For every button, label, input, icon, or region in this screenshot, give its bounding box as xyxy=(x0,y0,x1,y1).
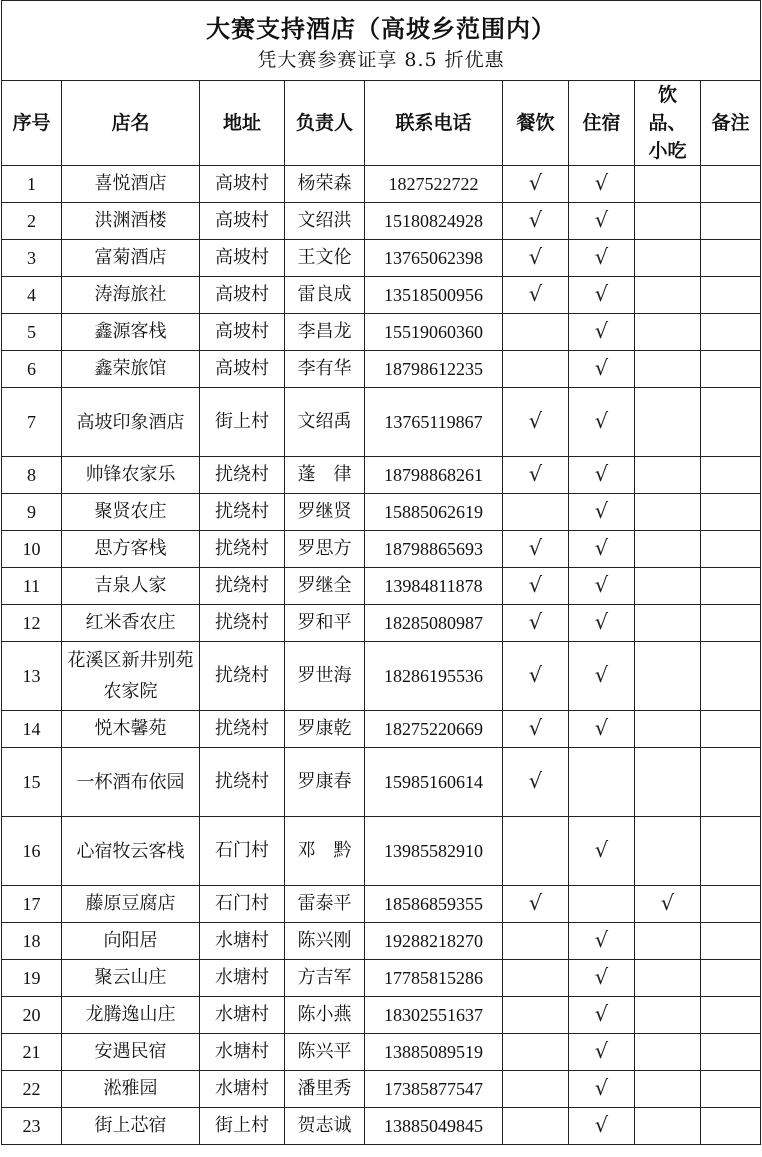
cell-dining xyxy=(503,960,569,997)
cell-dining xyxy=(503,748,569,817)
cell-dining xyxy=(503,166,569,203)
cell-lodging xyxy=(569,568,635,605)
cell-phone: 18275220669 xyxy=(365,711,503,748)
cell-phone: 13765119867 xyxy=(365,388,503,457)
cell-dining xyxy=(503,457,569,494)
cell-phone: 17385877547 xyxy=(365,1071,503,1108)
check-mark-icon: √ xyxy=(528,536,543,560)
cell-name: 思方客栈 xyxy=(62,531,200,568)
cell-name: 吉泉人家 xyxy=(62,568,200,605)
cell-name: 帅锋农家乐 xyxy=(62,457,200,494)
cell-phone: 18798868261 xyxy=(365,457,503,494)
cell-snacks xyxy=(635,923,701,960)
check-mark-icon: √ xyxy=(594,663,609,687)
cell-name: 花溪区新井别苑农家院 xyxy=(62,642,200,711)
cell-lodging xyxy=(569,457,635,494)
cell-lodging xyxy=(569,277,635,314)
cell-notes xyxy=(701,817,761,886)
header-notes: 备注 xyxy=(701,81,761,166)
cell-phone: 15180824928 xyxy=(365,203,503,240)
cell-dining xyxy=(503,203,569,240)
check-mark-icon: √ xyxy=(594,171,609,195)
table-row xyxy=(2,1108,761,1145)
check-mark-icon: √ xyxy=(594,1076,609,1100)
cell-lodging xyxy=(569,886,635,923)
cell-lodging xyxy=(569,166,635,203)
cell-lodging xyxy=(569,923,635,960)
cell-name: 龙腾逸山庄 xyxy=(62,997,200,1034)
cell-snacks xyxy=(635,960,701,997)
cell-snacks xyxy=(635,711,701,748)
cell-phone: 13985582910 xyxy=(365,817,503,886)
cell-index: 14 xyxy=(2,711,62,748)
cell-index: 8 xyxy=(2,457,62,494)
table-row xyxy=(2,240,761,277)
cell-snacks xyxy=(635,997,701,1034)
check-mark-icon: √ xyxy=(528,891,543,915)
cell-owner: 陈小燕 xyxy=(285,997,365,1034)
cell-name: 藤原豆腐店 xyxy=(62,886,200,923)
check-mark-icon: √ xyxy=(594,282,609,306)
cell-name: 鑫源客栈 xyxy=(62,314,200,351)
page-subtitle: 凭大赛参赛证享 8.5 折优惠 xyxy=(257,48,505,71)
table-row xyxy=(2,605,761,642)
check-mark-icon: √ xyxy=(594,208,609,232)
cell-address: 水塘村 xyxy=(200,1071,285,1108)
cell-dining xyxy=(503,711,569,748)
table-row xyxy=(2,568,761,605)
cell-phone: 18285080987 xyxy=(365,605,503,642)
cell-owner: 杨荣森 xyxy=(285,166,365,203)
check-mark-icon: √ xyxy=(594,536,609,560)
table-row xyxy=(2,711,761,748)
table-row xyxy=(2,960,761,997)
cell-notes xyxy=(701,457,761,494)
cell-address: 扰绕村 xyxy=(200,531,285,568)
header-snacks: 饮品、小吃 xyxy=(635,81,701,166)
cell-dining xyxy=(503,642,569,711)
cell-index: 4 xyxy=(2,277,62,314)
cell-address: 扰绕村 xyxy=(200,457,285,494)
cell-index: 18 xyxy=(2,923,62,960)
cell-phone: 15519060360 xyxy=(365,314,503,351)
table-row xyxy=(2,388,761,457)
table-row xyxy=(2,203,761,240)
header-address: 地址 xyxy=(200,81,285,166)
cell-snacks xyxy=(635,1108,701,1145)
cell-phone: 18302551637 xyxy=(365,997,503,1034)
header-name: 店名 xyxy=(62,81,200,166)
check-mark-icon: √ xyxy=(594,1002,609,1026)
header-row xyxy=(2,81,761,166)
cell-name: 一杯酒布依园 xyxy=(62,748,200,817)
check-mark-icon: √ xyxy=(594,319,609,343)
cell-name: 高坡印象酒店 xyxy=(62,388,200,457)
cell-snacks xyxy=(635,748,701,817)
cell-notes xyxy=(701,748,761,817)
cell-name: 淞雅园 xyxy=(62,1071,200,1108)
cell-lodging xyxy=(569,1071,635,1108)
cell-owner: 贺志诚 xyxy=(285,1108,365,1145)
cell-notes xyxy=(701,314,761,351)
cell-notes xyxy=(701,351,761,388)
cell-phone: 13984811878 xyxy=(365,568,503,605)
cell-phone: 18798612235 xyxy=(365,351,503,388)
cell-notes xyxy=(701,494,761,531)
cell-owner: 罗继贤 xyxy=(285,494,365,531)
page-title: 大赛支持酒店（高坡乡范围内） xyxy=(206,13,556,43)
cell-name: 聚贤农庄 xyxy=(62,494,200,531)
cell-lodging xyxy=(569,531,635,568)
table-row xyxy=(2,494,761,531)
cell-index: 13 xyxy=(2,642,62,711)
cell-address: 高坡村 xyxy=(200,166,285,203)
cell-snacks xyxy=(635,351,701,388)
cell-owner: 方吉军 xyxy=(285,960,365,997)
cell-notes xyxy=(701,605,761,642)
cell-name: 聚云山庄 xyxy=(62,960,200,997)
cell-index: 9 xyxy=(2,494,62,531)
cell-address: 高坡村 xyxy=(200,351,285,388)
cell-name: 富菊酒店 xyxy=(62,240,200,277)
cell-dining xyxy=(503,997,569,1034)
cell-lodging xyxy=(569,817,635,886)
table-row xyxy=(2,351,761,388)
cell-snacks xyxy=(635,203,701,240)
cell-notes xyxy=(701,711,761,748)
cell-owner: 罗和平 xyxy=(285,605,365,642)
cell-notes xyxy=(701,1071,761,1108)
check-mark-icon: √ xyxy=(594,356,609,380)
cell-address: 扰绕村 xyxy=(200,748,285,817)
table-body xyxy=(2,166,761,1145)
check-mark-icon: √ xyxy=(528,462,543,486)
cell-owner: 罗康春 xyxy=(285,748,365,817)
cell-dining xyxy=(503,817,569,886)
cell-index: 5 xyxy=(2,314,62,351)
cell-address: 扰绕村 xyxy=(200,494,285,531)
check-mark-icon: √ xyxy=(594,965,609,989)
cell-name: 向阳居 xyxy=(62,923,200,960)
cell-name: 安遇民宿 xyxy=(62,1034,200,1071)
check-mark-icon: √ xyxy=(660,891,675,915)
cell-lodging xyxy=(569,203,635,240)
cell-index: 3 xyxy=(2,240,62,277)
cell-owner: 陈兴刚 xyxy=(285,923,365,960)
cell-owner: 雷泰平 xyxy=(285,886,365,923)
cell-address: 石门村 xyxy=(200,817,285,886)
cell-owner: 潘里秀 xyxy=(285,1071,365,1108)
check-mark-icon: √ xyxy=(594,409,609,433)
table-row xyxy=(2,997,761,1034)
cell-notes xyxy=(701,923,761,960)
cell-address: 水塘村 xyxy=(200,997,285,1034)
cell-lodging xyxy=(569,1108,635,1145)
cell-snacks xyxy=(635,314,701,351)
table-row xyxy=(2,531,761,568)
cell-phone: 13885089519 xyxy=(365,1034,503,1071)
cell-index: 22 xyxy=(2,1071,62,1108)
cell-owner: 文绍洪 xyxy=(285,203,365,240)
cell-lodging xyxy=(569,642,635,711)
check-mark-icon: √ xyxy=(528,573,543,597)
cell-notes xyxy=(701,1108,761,1145)
table-row xyxy=(2,748,761,817)
cell-address: 扰绕村 xyxy=(200,568,285,605)
cell-dining xyxy=(503,277,569,314)
cell-snacks xyxy=(635,494,701,531)
table-row xyxy=(2,457,761,494)
cell-address: 高坡村 xyxy=(200,314,285,351)
header-lodging: 住宿 xyxy=(569,81,635,166)
cell-index: 12 xyxy=(2,605,62,642)
cell-dining xyxy=(503,1034,569,1071)
cell-name: 涛海旅社 xyxy=(62,277,200,314)
cell-phone: 15985160614 xyxy=(365,748,503,817)
cell-lodging xyxy=(569,351,635,388)
cell-index: 2 xyxy=(2,203,62,240)
cell-index: 23 xyxy=(2,1108,62,1145)
table-row xyxy=(2,166,761,203)
cell-lodging xyxy=(569,748,635,817)
cell-address: 高坡村 xyxy=(200,203,285,240)
cell-owner: 邓 黔 xyxy=(285,817,365,886)
cell-dining xyxy=(503,1108,569,1145)
check-mark-icon: √ xyxy=(594,928,609,952)
cell-index: 11 xyxy=(2,568,62,605)
cell-phone: 19288218270 xyxy=(365,923,503,960)
cell-owner: 陈兴平 xyxy=(285,1034,365,1071)
cell-dining xyxy=(503,388,569,457)
cell-index: 7 xyxy=(2,388,62,457)
cell-phone: 15885062619 xyxy=(365,494,503,531)
cell-snacks xyxy=(635,817,701,886)
cell-dining xyxy=(503,494,569,531)
cell-address: 石门村 xyxy=(200,886,285,923)
cell-notes xyxy=(701,203,761,240)
cell-owner: 文绍禹 xyxy=(285,388,365,457)
cell-dining xyxy=(503,1071,569,1108)
check-mark-icon: √ xyxy=(594,1113,609,1137)
cell-name: 悦木馨苑 xyxy=(62,711,200,748)
cell-lodging xyxy=(569,240,635,277)
cell-lodging xyxy=(569,997,635,1034)
cell-name: 喜悦酒店 xyxy=(62,166,200,203)
cell-index: 1 xyxy=(2,166,62,203)
cell-notes xyxy=(701,960,761,997)
cell-phone: 18586859355 xyxy=(365,886,503,923)
cell-index: 19 xyxy=(2,960,62,997)
cell-index: 15 xyxy=(2,748,62,817)
cell-owner: 李昌龙 xyxy=(285,314,365,351)
cell-lodging xyxy=(569,711,635,748)
cell-owner: 王文伦 xyxy=(285,240,365,277)
cell-dining xyxy=(503,314,569,351)
cell-snacks xyxy=(635,1071,701,1108)
check-mark-icon: √ xyxy=(594,838,609,862)
cell-index: 16 xyxy=(2,817,62,886)
cell-address: 扰绕村 xyxy=(200,711,285,748)
check-mark-icon: √ xyxy=(594,462,609,486)
table-row xyxy=(2,277,761,314)
header-index: 序号 xyxy=(2,81,62,166)
hotel-table xyxy=(1,0,761,1145)
cell-notes xyxy=(701,1034,761,1071)
cell-owner: 罗思方 xyxy=(285,531,365,568)
cell-notes xyxy=(701,886,761,923)
cell-notes xyxy=(701,642,761,711)
cell-lodging xyxy=(569,388,635,457)
cell-snacks xyxy=(635,388,701,457)
cell-name: 鑫荣旅馆 xyxy=(62,351,200,388)
cell-snacks xyxy=(635,1034,701,1071)
cell-lodging xyxy=(569,494,635,531)
cell-snacks xyxy=(635,642,701,711)
cell-owner: 蓬 律 xyxy=(285,457,365,494)
cell-dining xyxy=(503,531,569,568)
check-mark-icon: √ xyxy=(594,573,609,597)
cell-snacks xyxy=(635,605,701,642)
cell-name: 洪渊酒楼 xyxy=(62,203,200,240)
cell-index: 20 xyxy=(2,997,62,1034)
check-mark-icon: √ xyxy=(528,716,543,740)
check-mark-icon: √ xyxy=(528,409,543,433)
cell-index: 10 xyxy=(2,531,62,568)
cell-index: 6 xyxy=(2,351,62,388)
cell-address: 水塘村 xyxy=(200,923,285,960)
cell-index: 21 xyxy=(2,1034,62,1071)
cell-lodging xyxy=(569,1034,635,1071)
cell-owner: 罗康乾 xyxy=(285,711,365,748)
table-title-cell xyxy=(2,1,761,81)
cell-owner: 罗世海 xyxy=(285,642,365,711)
cell-notes xyxy=(701,531,761,568)
cell-dining xyxy=(503,923,569,960)
cell-name: 心宿牧云客栈 xyxy=(62,817,200,886)
check-mark-icon: √ xyxy=(594,499,609,523)
cell-name: 街上芯宿 xyxy=(62,1108,200,1145)
check-mark-icon: √ xyxy=(594,245,609,269)
cell-phone: 13518500956 xyxy=(365,277,503,314)
cell-dining xyxy=(503,351,569,388)
cell-address: 高坡村 xyxy=(200,240,285,277)
check-mark-icon: √ xyxy=(528,245,543,269)
cell-address: 扰绕村 xyxy=(200,605,285,642)
cell-notes xyxy=(701,568,761,605)
cell-notes xyxy=(701,388,761,457)
cell-snacks xyxy=(635,886,701,923)
cell-phone: 13765062398 xyxy=(365,240,503,277)
check-mark-icon: √ xyxy=(528,171,543,195)
cell-address: 扰绕村 xyxy=(200,642,285,711)
cell-lodging xyxy=(569,605,635,642)
table-row xyxy=(2,923,761,960)
cell-notes xyxy=(701,240,761,277)
cell-snacks xyxy=(635,277,701,314)
table-row xyxy=(2,817,761,886)
header-phone: 联系电话 xyxy=(365,81,503,166)
table-row xyxy=(2,314,761,351)
cell-address: 水塘村 xyxy=(200,1034,285,1071)
cell-phone: 18798865693 xyxy=(365,531,503,568)
table-row xyxy=(2,1034,761,1071)
cell-phone: 13885049845 xyxy=(365,1108,503,1145)
cell-dining xyxy=(503,568,569,605)
table-row xyxy=(2,886,761,923)
cell-address: 街上村 xyxy=(200,388,285,457)
check-mark-icon: √ xyxy=(528,282,543,306)
cell-notes xyxy=(701,166,761,203)
header-dining: 餐饮 xyxy=(503,81,569,166)
cell-snacks xyxy=(635,531,701,568)
header-owner: 负责人 xyxy=(285,81,365,166)
cell-snacks xyxy=(635,457,701,494)
cell-dining xyxy=(503,240,569,277)
check-mark-icon: √ xyxy=(594,1039,609,1063)
table-row xyxy=(2,642,761,711)
cell-owner: 李有华 xyxy=(285,351,365,388)
check-mark-icon: √ xyxy=(594,716,609,740)
cell-address: 街上村 xyxy=(200,1108,285,1145)
cell-phone: 18286195536 xyxy=(365,642,503,711)
cell-address: 高坡村 xyxy=(200,277,285,314)
cell-owner: 雷良成 xyxy=(285,277,365,314)
cell-dining xyxy=(503,605,569,642)
cell-snacks xyxy=(635,568,701,605)
cell-snacks xyxy=(635,240,701,277)
check-mark-icon: √ xyxy=(528,663,543,687)
cell-dining xyxy=(503,886,569,923)
cell-phone: 17785815286 xyxy=(365,960,503,997)
cell-index: 17 xyxy=(2,886,62,923)
check-mark-icon: √ xyxy=(528,208,543,232)
check-mark-icon: √ xyxy=(528,610,543,634)
hotel-list-sheet xyxy=(1,0,760,1145)
cell-address: 水塘村 xyxy=(200,960,285,997)
cell-name: 红米香农庄 xyxy=(62,605,200,642)
cell-phone: 1827522722 xyxy=(365,166,503,203)
cell-snacks xyxy=(635,166,701,203)
table-row xyxy=(2,1071,761,1108)
cell-lodging xyxy=(569,960,635,997)
cell-notes xyxy=(701,277,761,314)
cell-lodging xyxy=(569,314,635,351)
cell-notes xyxy=(701,997,761,1034)
check-mark-icon: √ xyxy=(528,769,543,793)
check-mark-icon: √ xyxy=(594,610,609,634)
cell-owner: 罗继全 xyxy=(285,568,365,605)
